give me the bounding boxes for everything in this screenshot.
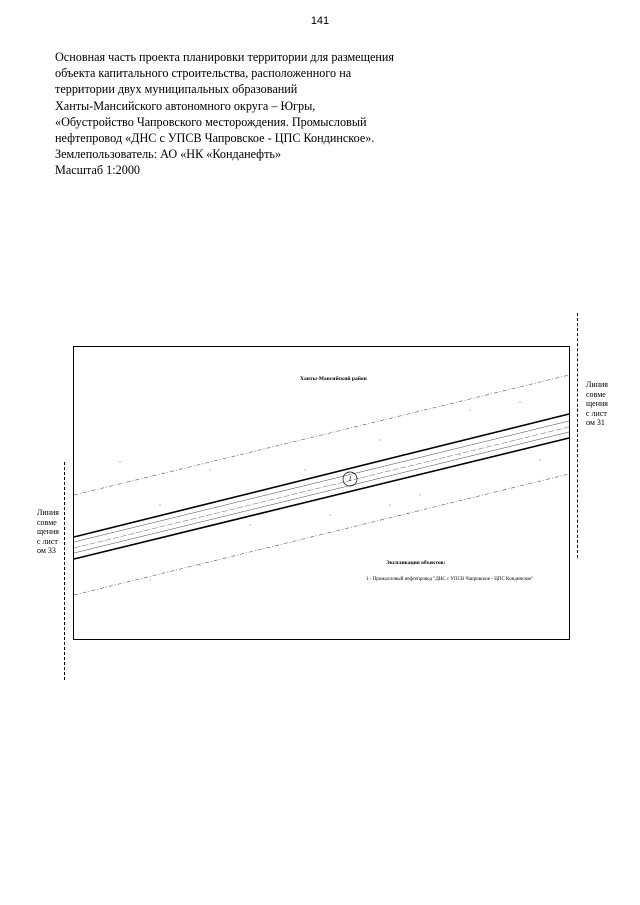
- header-line: Ханты-Мансийского автономного округа – Югры,: [55, 98, 316, 113]
- red-line-top: [74, 414, 569, 537]
- survey-dots: [119, 401, 540, 580]
- match-line-left: [64, 462, 65, 680]
- header-line: территории двух муниципальных образований: [55, 82, 298, 97]
- match-line-right-label: Линия совмещения с листом 31: [586, 380, 608, 427]
- header-line: Масштаб 1:2000: [55, 163, 141, 178]
- page-number: 141: [310, 15, 330, 27]
- header-line: Землепользователь: АО «НК «Конданефть»: [55, 147, 282, 162]
- legend-title: Экспликация объектов:: [386, 560, 446, 566]
- match-line-right: [577, 313, 578, 558]
- header-line: Основная часть проекта планировки территории для размещения: [55, 50, 395, 64]
- thin-line-bottom: [74, 432, 569, 553]
- header-line: нефтепровод «ДНС с УПСВ Чапровское - ЦПС Кондинское».: [55, 131, 375, 146]
- red-line-bottom: [74, 438, 569, 559]
- pipeline-corridor: [74, 375, 569, 595]
- outer-dashed-line-top: [74, 375, 569, 495]
- match-line-left-label: Линия совмещения с листом 33: [37, 508, 59, 555]
- legend-item: 1 - Промысловый нефтепровод "ДНС с УПСВ Чапровское - ЦПС Кондинское": [366, 577, 534, 582]
- object-marker-label: 1: [348, 475, 352, 483]
- thin-line-top: [74, 421, 569, 542]
- header-line: «Обустройство Чапровского месторождения. Промысловый: [55, 114, 367, 129]
- district-label: Ханты-Мансийский район: [300, 376, 367, 382]
- pipeline-axis: [74, 427, 569, 548]
- header-line: объекта капитального строительства, расположенного на: [55, 66, 352, 81]
